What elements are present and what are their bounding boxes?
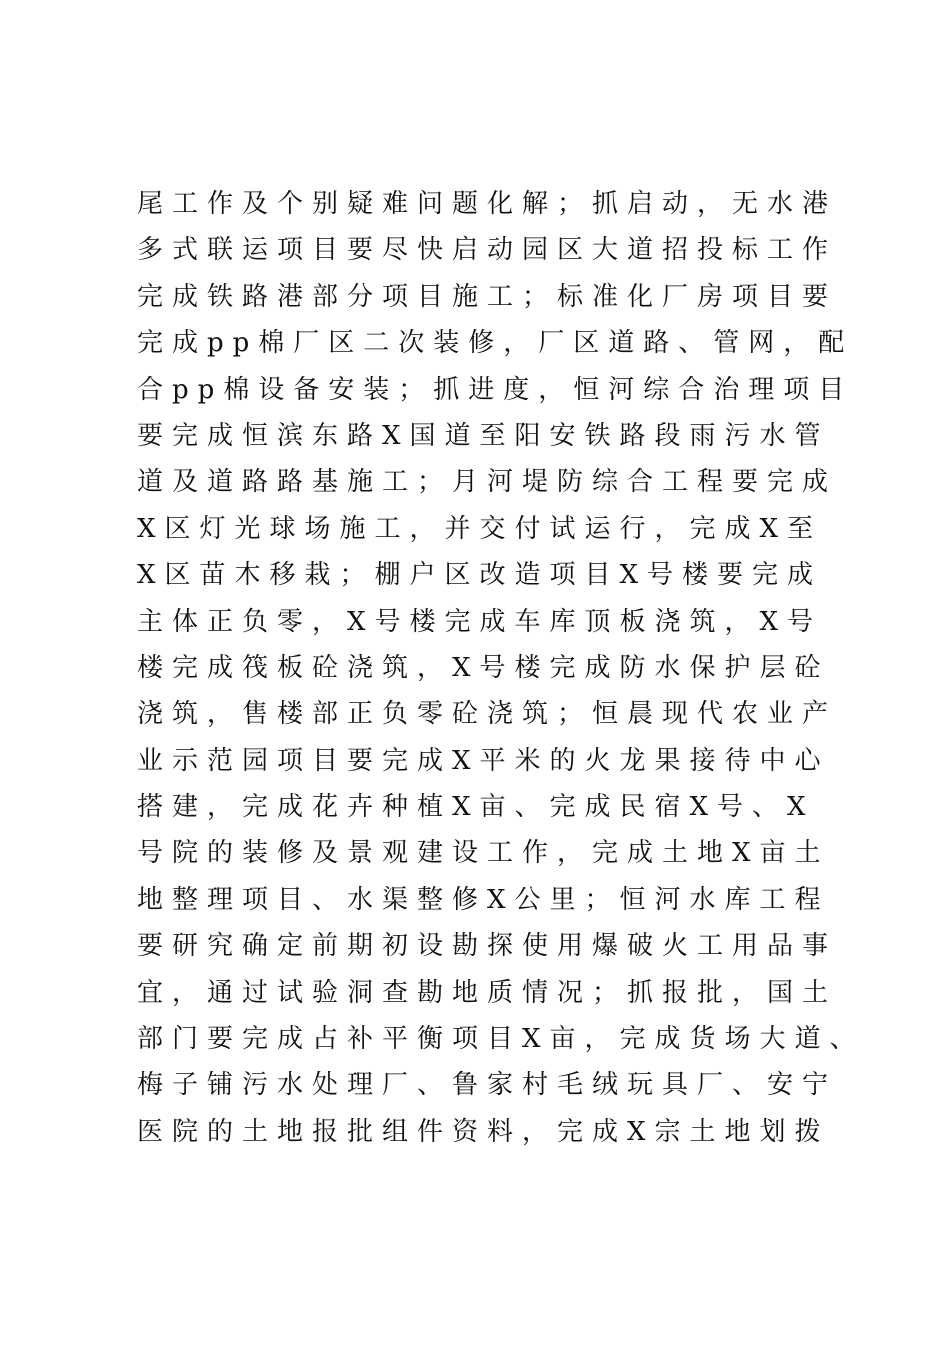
text-line: 楼完成筏板砼浇筑，X号楼完成防水保护层砼 bbox=[137, 652, 830, 683]
text-line: 合pp棉设备安装；抓进度，恒河综合治理项目 bbox=[137, 374, 854, 405]
text-line: X区灯光球场施工，并交付试运行，完成X至 bbox=[137, 513, 823, 544]
text-line: 完成铁路港部分项目施工；标准化厂房项目要 bbox=[137, 281, 838, 312]
text-line: 业示范园项目要完成X平米的火龙果接待中心 bbox=[137, 745, 830, 776]
body-text bbox=[137, 181, 865, 1155]
text-line: X区苗木移栽；棚户区改造项目X号楼要完成 bbox=[137, 560, 823, 591]
text-line: 梅子铺污水处理厂、鲁家村毛绒玩具厂、安宁 bbox=[137, 1070, 838, 1101]
text-line: 道及道路路基施工；月河堤防综合工程要完成 bbox=[137, 467, 838, 498]
text-line: 号院的装修及景观建设工作，完成土地X亩土 bbox=[137, 838, 830, 869]
text-line: 医院的土地报批组件资料，完成X宗土地划拨 bbox=[137, 1116, 830, 1147]
text-line: 主体正负零，X号楼完成车库顶板浇筑，X号 bbox=[137, 606, 823, 637]
text-line: 要研究确定前期初设勘探使用爆破火工用品事 bbox=[137, 931, 838, 962]
text-line: 完成pp棉厂区二次装修，厂区道路、管网，配 bbox=[137, 328, 854, 359]
text-line: 宜，通过试验洞查勘地质情况；抓报批，国土 bbox=[137, 977, 838, 1008]
text-line: 搭建，完成花卉种植X亩、完成民宿X号、X bbox=[137, 792, 815, 823]
text-line: 尾工作及个别疑难问题化解；抓启动，无水港 bbox=[137, 189, 838, 219]
text-line: 浇筑，售楼部正负零砼浇筑；恒晨现代农业产 bbox=[137, 699, 838, 730]
text-line: 要完成恒滨东路X国道至阳安铁路段雨污水管 bbox=[137, 420, 830, 451]
text-line: 地整理项目、水渠整修X公里；恒河水库工程 bbox=[137, 884, 830, 915]
text-line: 部门要完成占补平衡项目X亩，完成货场大道、 bbox=[137, 1024, 865, 1055]
text-line: 多式联运项目要尽快启动园区大道招投标工作 bbox=[137, 235, 838, 266]
